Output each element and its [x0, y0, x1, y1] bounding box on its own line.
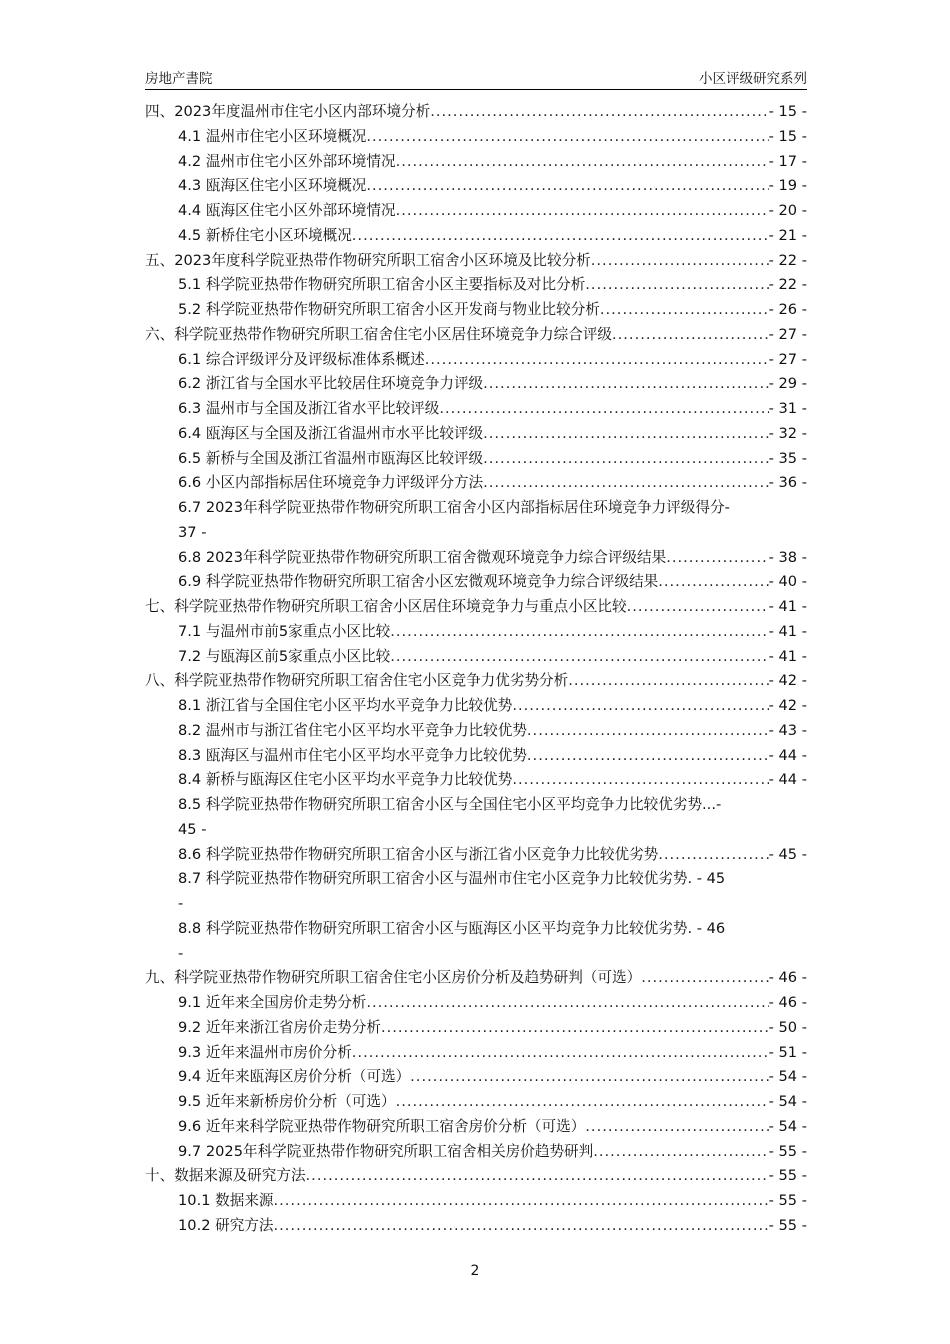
toc-entry[interactable]	[145, 372, 807, 397]
dot-leader	[410, 1065, 768, 1090]
toc-entry-title: 八、科学院亚热带作物研究所职工宿舍住宅小区竞争力优劣势分析	[145, 672, 569, 690]
toc-entry-title: 10.2 研究方法	[178, 1216, 274, 1234]
toc-entry-title: 4.5 新桥住宅小区环境概况	[178, 226, 352, 244]
dot-leader	[390, 620, 768, 645]
toc-entry-title: 7.2 与瓯海区前5家重点小区比较	[178, 647, 391, 665]
toc-entry-page: - 50 -	[768, 1018, 807, 1036]
toc-entry[interactable]	[145, 917, 807, 942]
toc-entry-page: - 19 -	[768, 177, 807, 195]
toc-entry[interactable]	[145, 1016, 807, 1041]
toc-entry-page: - 22 -	[768, 276, 807, 294]
toc-entry-page: - 36 -	[768, 474, 807, 492]
toc-entry[interactable]	[145, 496, 807, 521]
dot-leader	[425, 348, 769, 373]
toc-entry-title: 8.7 科学院亚热带作物研究所职工宿舍小区与温州市住宅小区竞争力比较优劣势	[178, 870, 688, 888]
toc-entry[interactable]	[145, 570, 807, 595]
dot-leader	[274, 1189, 769, 1214]
toc-entry-page: - 15 -	[768, 103, 807, 120]
dot-leader	[591, 249, 769, 274]
dot-leader	[396, 150, 769, 175]
toc-entry-title: 6.4 瓯海区与全国及浙江省温州市水平比较评级	[178, 424, 484, 442]
toc-entry-page: - 26 -	[768, 301, 807, 318]
toc-entry-page: -	[724, 499, 730, 516]
toc-entry-title: 9.6 近年来科学院亚热带作物研究所职工宿舍房价分析（可选）	[178, 1117, 586, 1135]
toc-entry-page: - 42 -	[768, 672, 807, 690]
toc-entry-continuation: 37 -	[178, 523, 207, 541]
toc-entry[interactable]	[145, 595, 807, 620]
toc-entry-title: 6.1 综合评级评分及评级标准体系概述	[178, 350, 425, 368]
toc-entry[interactable]	[145, 744, 807, 769]
toc-entry-page: - 55 -	[768, 1192, 807, 1209]
toc-entry-title: 9.5 近年来新桥房价分析（可选）	[178, 1093, 396, 1110]
toc-entry-page: - 31 -	[768, 400, 807, 417]
toc-entry-page: - 43 -	[768, 721, 807, 739]
toc-entry-page: - 46 -	[768, 969, 807, 987]
toc-entry[interactable]	[145, 645, 807, 670]
toc-entry-title: 九、科学院亚热带作物研究所职工宿舍住宅小区房价分析及趋势研判（可选）	[145, 969, 642, 987]
dot-leader	[641, 966, 768, 991]
toc-entry-page: - 42 -	[768, 697, 807, 714]
toc-entry[interactable]	[145, 125, 807, 150]
dot-leader	[381, 1016, 769, 1041]
toc-entry-page: - 35 -	[768, 449, 807, 467]
dot-leader	[527, 719, 769, 744]
dot-leader	[512, 768, 768, 793]
toc-entry-title: 8.5 科学院亚热带作物研究所职工宿舍小区与全国住宅小区平均竞争力比较优劣势	[178, 796, 703, 813]
dot-leader	[627, 595, 769, 620]
dot-leader	[568, 669, 768, 694]
toc-entry-page: - 21 -	[768, 226, 807, 244]
toc-entry-page: . - 45	[687, 870, 726, 888]
toc-entry-title: 10.1 数据来源	[178, 1192, 274, 1209]
dot-leader	[666, 546, 768, 571]
toc-entry-page: - 44 -	[768, 746, 807, 764]
toc-entry-page: - 44 -	[768, 771, 807, 789]
toc-entry-title: 五、2023年度科学院亚热带作物研究所职工宿舍小区环境及比较分析	[145, 251, 591, 269]
toc-entry[interactable]	[145, 348, 807, 373]
toc-entry[interactable]	[145, 719, 807, 744]
toc-entry-page: - 51 -	[768, 1043, 807, 1061]
toc-entry-title: 7.1 与温州市前5家重点小区比较	[178, 622, 391, 640]
toc-entry-title: 七、科学院亚热带作物研究所职工宿舍小区居住环境竞争力与重点小区比较	[145, 598, 627, 615]
toc-entry-page: - 41 -	[768, 622, 807, 640]
toc-entry-page: - 55 -	[768, 1167, 807, 1185]
toc-entry[interactable]	[145, 1214, 807, 1239]
header-left: 房地产書院	[145, 71, 213, 87]
dot-leader	[658, 570, 768, 595]
toc-entry-title: 6.8 2023年科学院亚热带作物研究所职工宿舍微观环境竞争力综合评级结果	[178, 548, 667, 566]
dot-leader	[366, 174, 768, 199]
toc-entry-title: 9.3 近年来温州市房价分析	[178, 1043, 352, 1061]
toc-entry-title: 9.4 近年来瓯海区房价分析（可选）	[178, 1068, 411, 1086]
table-of-contents	[145, 100, 807, 1239]
toc-entry[interactable]	[145, 991, 807, 1016]
toc-entry[interactable]	[145, 843, 807, 868]
toc-entry[interactable]	[145, 174, 807, 199]
toc-entry-page: - 54 -	[768, 1068, 807, 1086]
page-header	[145, 67, 807, 90]
toc-entry-page: - 40 -	[768, 573, 807, 591]
dot-leader	[396, 1090, 769, 1115]
dot-leader	[483, 422, 768, 447]
toc-entry-page: - 32 -	[768, 424, 807, 442]
toc-entry-title: 8.6 科学院亚热带作物研究所职工宿舍小区与浙江省小区竞争力比较优劣势	[178, 845, 659, 863]
dot-leader	[439, 397, 768, 422]
dot-leader	[600, 298, 769, 323]
toc-entry-page: - 41 -	[768, 598, 807, 615]
toc-entry-title: 6.3 温州市与全国及浙江省水平比较评级	[178, 400, 440, 417]
toc-entry-title: 9.7 2025年科学院亚热带作物研究所职工宿舍相关房价趋势研判	[178, 1142, 594, 1160]
toc-entry[interactable]	[145, 150, 807, 175]
toc-entry-page: ...-	[702, 796, 722, 813]
toc-entry-title: 6.2 浙江省与全国水平比较居住环境竞争力评级	[178, 375, 484, 393]
toc-entry-title: 4.2 温州市住宅小区外部环境情况	[178, 152, 396, 170]
toc-entry-page: - 17 -	[768, 152, 807, 170]
toc-entry-page: - 22 -	[768, 251, 807, 269]
toc-entry[interactable]	[145, 1140, 807, 1165]
toc-entry-title: 十、数据来源及研究方法	[145, 1167, 306, 1185]
dot-leader	[585, 273, 768, 298]
dot-leader	[658, 843, 768, 868]
toc-entry-page: - 45 -	[768, 845, 807, 863]
toc-entry[interactable]	[145, 669, 807, 694]
toc-entry-page: - 55 -	[768, 1216, 807, 1234]
dot-leader	[512, 694, 768, 719]
toc-entry[interactable]	[145, 298, 807, 323]
toc-entry-title: 8.3 瓯海区与温州市住宅小区平均水平竞争力比较优势	[178, 746, 527, 764]
toc-entry-title: 8.1 浙江省与全国住宅小区平均水平竞争力比较优势	[178, 697, 513, 714]
toc-entry[interactable]	[145, 1065, 807, 1090]
dot-leader	[366, 991, 768, 1016]
toc-entry[interactable]	[145, 397, 807, 422]
toc-entry-title: 6.6 小区内部指标居住环境竞争力评级评分方法	[178, 474, 484, 492]
toc-entry[interactable]	[145, 620, 807, 645]
toc-entry-title: 四、2023年度温州市住宅小区内部环境分析	[145, 103, 431, 120]
toc-entry[interactable]	[145, 1189, 807, 1214]
toc-entry-title: 6.9 科学院亚热带作物研究所职工宿舍小区宏微观环境竞争力综合评级结果	[178, 573, 659, 591]
toc-entry[interactable]	[145, 867, 807, 892]
toc-entry-title: 4.4 瓯海区住宅小区外部环境情况	[178, 202, 396, 219]
toc-entry[interactable]	[145, 471, 807, 496]
toc-entry-page: - 38 -	[768, 548, 807, 566]
toc-entry-title: 9.2 近年来浙江省房价走势分析	[178, 1018, 381, 1036]
toc-entry[interactable]	[145, 793, 807, 818]
toc-entry-page: - 27 -	[768, 350, 807, 368]
dot-leader	[483, 471, 768, 496]
toc-entry[interactable]	[145, 199, 807, 224]
dot-leader	[274, 1214, 769, 1239]
toc-entry-page: . - 46	[687, 919, 726, 937]
toc-entry[interactable]	[145, 768, 807, 793]
toc-entry-title: 6.7 2023年科学院亚热带作物研究所职工宿舍小区内部指标居住环境竞争力评级得分	[178, 499, 725, 516]
toc-entry[interactable]	[145, 447, 807, 472]
dot-leader	[390, 645, 768, 670]
toc-entry-page: - 55 -	[768, 1142, 807, 1160]
toc-entry-title: 4.3 瓯海区住宅小区环境概况	[178, 177, 367, 195]
dot-leader	[483, 447, 768, 472]
toc-entry-title: 5.1 科学院亚热带作物研究所职工宿舍小区主要指标及对比分析	[178, 276, 586, 294]
toc-entry[interactable]	[145, 1041, 807, 1066]
dot-leader	[483, 372, 768, 397]
toc-entry-page: - 29 -	[768, 375, 807, 393]
toc-entry-title: 8.8 科学院亚热带作物研究所职工宿舍小区与瓯海区小区平均竞争力比较优劣势	[178, 919, 688, 937]
toc-entry-title: 4.1 温州市住宅小区环境概况	[178, 127, 367, 145]
toc-entry-continuation: -	[178, 944, 184, 962]
toc-entry[interactable]	[145, 224, 807, 249]
toc-entry-title: 6.5 新桥与全国及浙江省温州市瓯海区比较评级	[178, 449, 484, 467]
toc-entry[interactable]	[145, 273, 807, 298]
page-number: 2	[470, 1263, 480, 1279]
dot-leader	[352, 1041, 769, 1066]
toc-entry[interactable]	[145, 694, 807, 719]
toc-entry-title: 8.2 温州市与浙江省住宅小区平均水平竞争力比较优势	[178, 721, 527, 739]
dot-leader	[430, 100, 768, 125]
toc-entry-page: - 41 -	[768, 647, 807, 665]
toc-entry[interactable]	[145, 1115, 807, 1140]
toc-entry-page: - 54 -	[768, 1117, 807, 1135]
dot-leader	[527, 744, 769, 769]
toc-entry-page: - 27 -	[768, 325, 807, 343]
dot-leader	[306, 1164, 769, 1189]
toc-entry[interactable]	[145, 249, 807, 274]
toc-entry-continuation: 45 -	[178, 820, 207, 838]
toc-entry-title: 5.2 科学院亚热带作物研究所职工宿舍小区开发商与物业比较分析	[178, 301, 600, 318]
header-right: 小区评级研究系列	[699, 71, 807, 87]
toc-entry-continuation: -	[178, 895, 184, 912]
toc-entry-page: - 46 -	[768, 994, 807, 1011]
toc-entry[interactable]	[145, 100, 807, 125]
dot-leader	[366, 125, 768, 150]
toc-entry[interactable]	[145, 1164, 807, 1189]
dot-leader	[352, 224, 769, 249]
toc-entry[interactable]	[145, 422, 807, 447]
toc-entry[interactable]	[145, 1090, 807, 1115]
toc-entry-title: 8.4 新桥与瓯海区住宅小区平均水平竞争力比较优势	[178, 771, 513, 789]
toc-entry[interactable]	[145, 546, 807, 571]
dot-leader	[396, 199, 769, 224]
dot-leader	[593, 1140, 768, 1165]
toc-entry-page: - 54 -	[768, 1093, 807, 1110]
toc-entry[interactable]	[145, 323, 807, 348]
dot-leader	[612, 323, 769, 348]
dot-leader	[585, 1115, 768, 1140]
toc-entry-page: - 20 -	[768, 202, 807, 219]
toc-entry[interactable]	[145, 966, 807, 991]
toc-entry-title: 9.1 近年来全国房价走势分析	[178, 994, 367, 1011]
toc-entry-page: - 15 -	[768, 127, 807, 145]
toc-entry-title: 六、科学院亚热带作物研究所职工宿舍住宅小区居住环境竞争力综合评级	[145, 325, 613, 343]
